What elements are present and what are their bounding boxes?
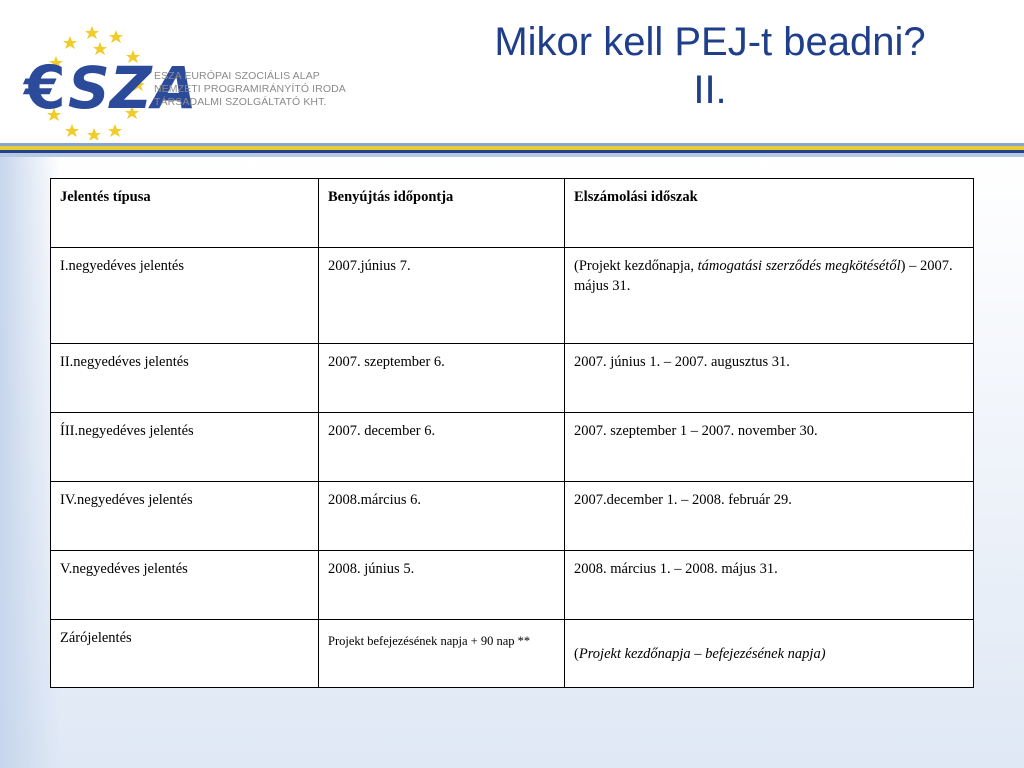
cell-accounting-period: 2007. szeptember 1 – 2007. november 30. [565, 413, 974, 482]
cell-submission-date: 2007. december 6. [319, 413, 565, 482]
slide-title-line2: II. [693, 68, 727, 112]
cell-report-type: II.negyedéves jelentés [51, 344, 319, 413]
period-italic-text: támogatási szerződés megkötésétől [697, 258, 901, 274]
logo-caption-line: TÁRSADALMI SZOLGÁLTATÓ KHT. [154, 96, 327, 108]
header-accounting-period: Elszámolási időszak [565, 179, 974, 248]
table-row [51, 482, 974, 551]
period-text: ( [574, 645, 579, 662]
report-schedule-table-wrap [50, 178, 973, 687]
cell-accounting-period: 2008. március 1. – 2008. május 31. [565, 551, 974, 620]
header-band-pale [0, 153, 1024, 157]
table-row [51, 413, 974, 482]
table-row [51, 344, 974, 413]
cell-accounting-period: 2007. június 1. – 2007. augusztus 31. [565, 344, 974, 413]
table-row [51, 551, 974, 620]
cell-submission-date: 2008. június 5. [319, 551, 565, 620]
cell-accounting-period: 2007.december 1. – 2008. február 29. [565, 482, 974, 551]
logo-caption-line: NEMZETI PROGRAMIRÁNYÍTÓ IRODA [154, 83, 346, 95]
table-row [51, 248, 974, 344]
cell-submission-date: 2007.június 7. [319, 248, 565, 344]
cell-submission-date: 2008.március 6. [319, 482, 565, 551]
cell-report-type: IV.negyedéves jelentés [51, 482, 319, 551]
cell-report-type: I.negyedéves jelentés [51, 248, 319, 344]
header-submission-date: Benyújtás időpontja [319, 179, 565, 248]
logo-caption-line: ESZA EURÓPAI SZOCIÁLIS ALAP [154, 70, 320, 82]
logo-caption [154, 70, 346, 109]
slide-title-line1: Mikor kell PEJ-t beadni? [494, 20, 926, 64]
cell-submission-date: 2007. szeptember 6. [319, 344, 565, 413]
slide-title [440, 18, 980, 114]
cell-accounting-period [565, 620, 974, 688]
period-italic-text: Projekt kezdőnapja – befejezésének napja) [578, 645, 826, 662]
table-row [51, 620, 974, 688]
cell-report-type: Zárójelentés [51, 620, 319, 688]
header-report-type: Jelentés típusa [51, 179, 319, 248]
cell-accounting-period [565, 248, 974, 344]
cell-report-type: ÍII.negyedéves jelentés [51, 413, 319, 482]
report-schedule-table [50, 178, 974, 688]
cell-report-type: V.negyedéves jelentés [51, 551, 319, 620]
table-header-row [51, 179, 974, 248]
svg-text:SZA: SZA [68, 54, 197, 122]
cell-submission-date: Projekt befejezésének napja + 90 nap ** [319, 620, 565, 688]
svg-text:€: € [24, 53, 66, 123]
period-text: ) – 2007. május 31. [574, 258, 953, 294]
period-text: (Projekt kezdőnapja, [574, 258, 698, 274]
